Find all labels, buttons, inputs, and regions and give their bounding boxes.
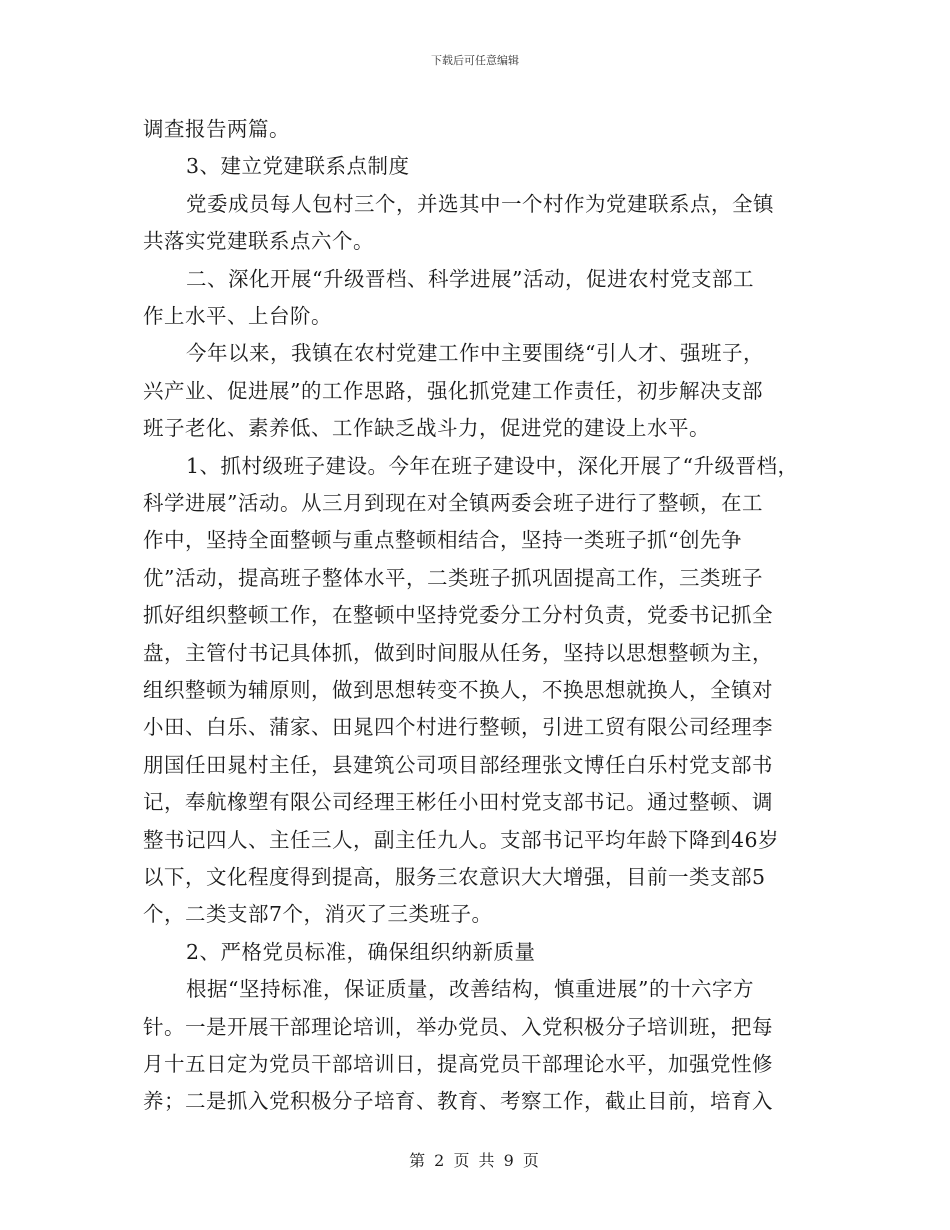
text-line: 科学进展”活动。从三月到现在对全镇两委会班子进行了整顿，在工 (143, 491, 763, 515)
text-line: 以下，文化程度得到提高，服务三农意识大大增强，目前一类支部5 (143, 865, 766, 889)
text-line: 记，奉航橡塑有限公司经理王彬任小田村党支部书记。通过整顿、调 (143, 790, 773, 815)
text-line: 2、严格党员标准，确保组织纳新质量 (186, 939, 536, 964)
text-line: 共落实党建联系点六个。 (143, 229, 374, 254)
text-line: 养；二是抓入党积极分子培育、教育、考察工作，截止目前，培育入 (143, 1089, 773, 1114)
text-line: 3、建立党建联系点制度 (186, 154, 410, 179)
page-footer: 第 2 页 共 9 页 (409, 1151, 541, 1170)
text-line: 根据“坚持标准，保证质量，改善结构，慎重进展”的十六字方 (186, 977, 754, 1002)
text-line: 优”活动，提高班子整体水平，二类班子抓巩固提高工作，三类班子 (143, 565, 763, 590)
text-line: 整书记四人、主任三人，副主任九人。支部书记平均年龄下降到46岁 (143, 827, 780, 852)
text-line: 党委成员每人包村三个，并选其中一个村作为党建联系点，全镇 (186, 191, 774, 216)
text-line: 针。一是开展干部理论培训，举办党员、入党积极分子培训班，把每 (143, 1014, 773, 1039)
text-line: 小田、白乐、蒲家、田晁四个村进行整顿，引进工贸有限公司经理李 (143, 715, 773, 740)
text-line: 个，二类支部7个，消灭了三类班子。 (143, 902, 493, 927)
text-line: 今年以来，我镇在农村党建工作中主要围绕“引人才、强班子， (186, 341, 764, 366)
text-line: 班子老化、素养低、工作缺乏战斗力，促进党的建设上水平。 (143, 416, 710, 441)
text-line: 抓好组织整顿工作，在整顿中坚持党委分工分村负责，党委书记抓全 (143, 603, 773, 628)
text-line: 组织整顿为辅原则，做到思想转变不换人，不换思想就换人，全镇对 (143, 678, 773, 702)
text-line: 作中，坚持全面整顿与重点整顿相结合，坚持一类班子抓“创先争 (143, 528, 742, 553)
text-line: 朋国任田晁村主任，县建筑公司项目部经理张文博任白乐村党支部书 (143, 752, 773, 777)
text-line: 兴产业、促进展”的工作思路，强化抓党建工作责任，初步解决支部 (143, 378, 763, 403)
text-line: 盘，主管付书记具体抓，做到时间服从任务，坚持以思想整顿为主， (143, 640, 773, 665)
text-line: 调查报告两篇。 (143, 117, 290, 141)
text-line: 二、深化开展“升级晋档、科学进展”活动，促进农村党支部工 (186, 266, 754, 291)
page-header: 下载后可任意编辑 (431, 54, 519, 67)
text-line: 1、抓村级班子建设。今年在班子建设中，深化开展了“升级晋档， (186, 453, 799, 478)
text-line: 作上水平、上台阶。 (143, 304, 332, 328)
text-line: 月十五日定为党员干部培训日，提高党员干部理论水平，加强党性修 (143, 1052, 773, 1076)
